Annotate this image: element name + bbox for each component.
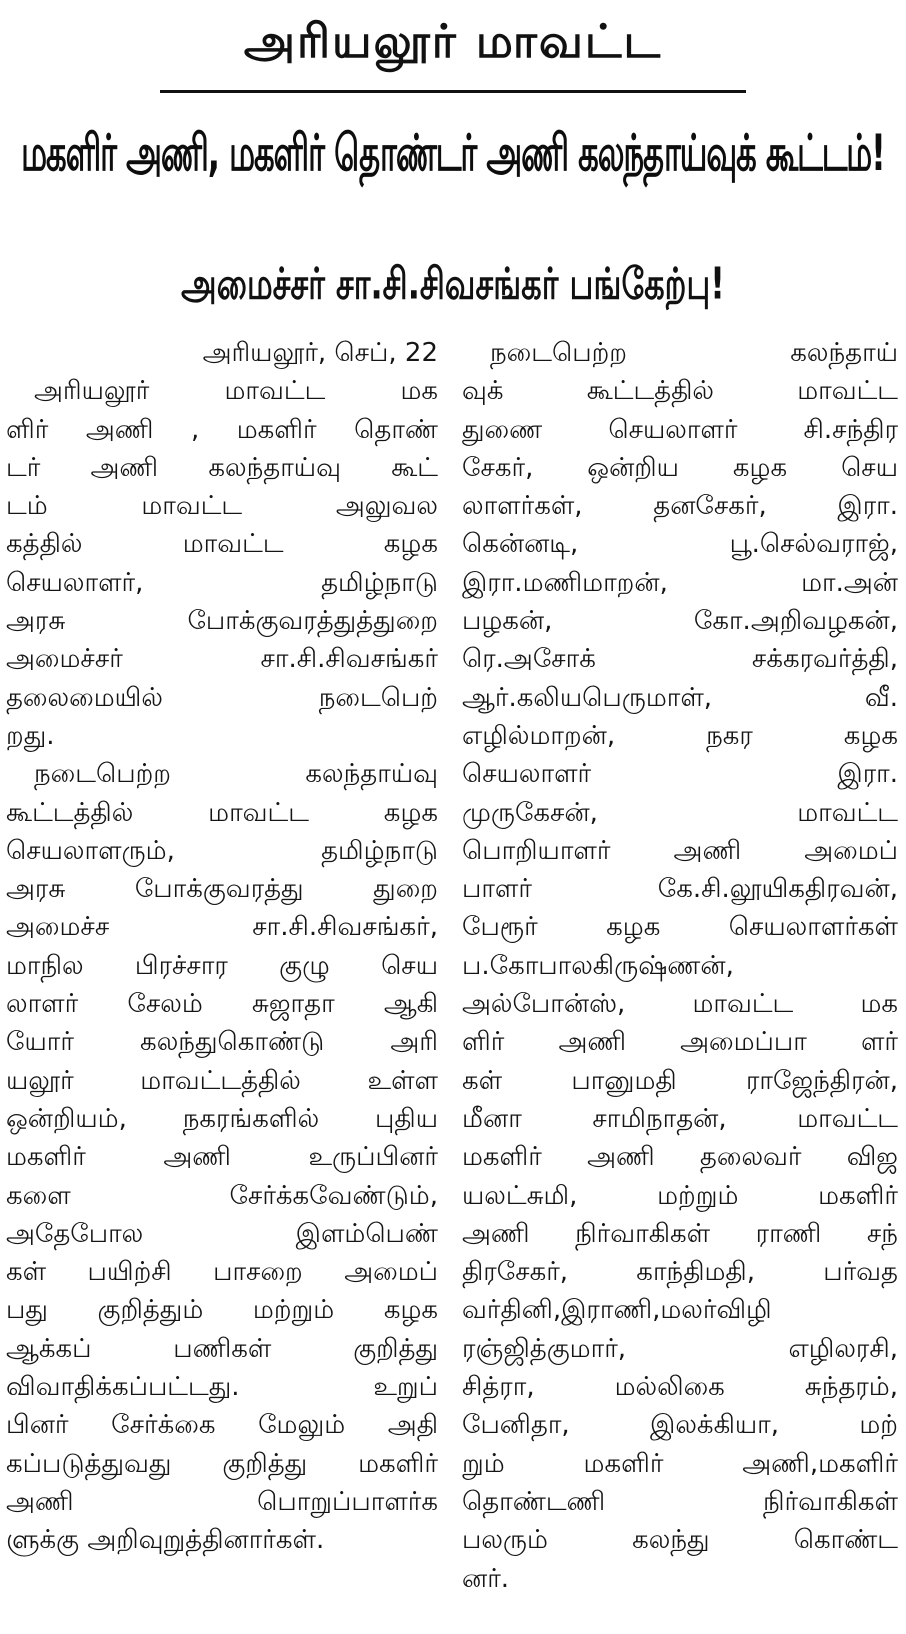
article-line: பாளர் கே.சி.லூயிகதிரவன், — [462, 874, 898, 905]
article-line: ரஞ்ஜித்குமார், எழிலரசி, — [462, 1333, 898, 1364]
section-kicker: அரியலூர் மாவட்ட — [243, 14, 663, 68]
article-line: லாளர்கள், தனசேகர், இரா. — [462, 491, 898, 522]
article-line: மகளிர் அணி தலைவர் விஜ — [462, 1142, 898, 1173]
article-line: கப்படுத்துவது குறித்து மகளிர் — [6, 1448, 438, 1479]
subheadline: அமைச்சர் சா.சி.சிவசங்கர் பங்கேற்பு! — [181, 257, 725, 310]
article-line: தலைமையில் நடைபெற் — [6, 682, 438, 713]
article-line: செயலாளர் இரா. — [462, 759, 898, 790]
article-line: அதேபோல இளம்பெண் — [6, 1218, 438, 1249]
article-column-left — [6, 334, 438, 1626]
article-column-right — [462, 334, 898, 1626]
article-line: கூட்டத்தில் மாவட்ட கழக — [6, 797, 438, 828]
article-line: சித்ரா, மல்லிகை சுந்தரம், — [462, 1372, 898, 1403]
article-line: கள் பயிற்சி பாசறை அமைப் — [6, 1257, 438, 1288]
article-line: களை சேர்க்கவேண்டும், — [6, 1180, 438, 1211]
article-line: எழில்மாறன், நகர கழக — [462, 720, 898, 751]
article-line: ஆக்கப் பணிகள் குறித்து — [6, 1333, 438, 1364]
article-line: பினர் சேர்க்கை மேலும் அதி — [6, 1410, 438, 1441]
article-line: ப.கோபாலகிருஷ்ணன், — [462, 950, 734, 981]
article-line: வுக் கூட்டத்தில் மாவட்ட — [462, 376, 898, 407]
article-line: பொறியாளர் அணி அமைப் — [462, 835, 898, 866]
article-line: இரா.மணிமாறன், மா.அன் — [462, 567, 898, 598]
article-line: துணை செயலாளர் சி.சந்திர — [462, 414, 898, 445]
article-line: ஆர்.கலியபெருமாள், வீ. — [462, 682, 898, 713]
article-line: னர். — [462, 1563, 510, 1594]
article-line: லாளர் சேலம் சுஜாதா ஆகி — [6, 989, 438, 1020]
article-line: யலட்சுமி, மற்றும் மகளிர் — [462, 1180, 898, 1211]
article-line: பழகன், கோ.அறிவழகன், — [462, 606, 898, 637]
article-line: செயலாளரும், தமிழ்நாடு — [6, 835, 438, 866]
article-line: டர் அணி கலந்தாய்வு கூட் — [6, 452, 438, 483]
article-line: ளுக்கு அறிவுறுத்தினார்கள். — [6, 1525, 325, 1556]
article-line: றது. — [6, 720, 55, 751]
article-line: செயலாளர், தமிழ்நாடு — [6, 567, 438, 598]
article-line: நடைபெற்ற கலந்தாய் — [490, 338, 898, 368]
article-line: அரியலூர் மாவட்ட மக — [34, 376, 438, 407]
article-line: ளிர் அணி அமைப்பா ளர் — [462, 1027, 898, 1058]
article-line: விவாதிக்கப்பட்டது. உறுப் — [6, 1372, 438, 1403]
article-line: திரசேகர், காந்திமதி, பர்வத — [462, 1257, 898, 1288]
dateline: அரியலூர், செப், 22 — [202, 338, 438, 368]
article-line: நடைபெற்ற கலந்தாய்வு — [34, 759, 438, 790]
article-line: கத்தில் மாவட்ட கழக — [6, 529, 438, 560]
kicker-underline — [160, 90, 746, 93]
article-line: ளிர் அணி , மகளிர் தொண் — [6, 414, 438, 445]
article-line: அரசு போக்குவரத்துத்துறை — [6, 606, 438, 637]
article-line: ஒன்றியம், நகரங்களில் புதிய — [6, 1103, 438, 1134]
article-line: சேகர், ஒன்றிய கழக செய — [462, 452, 898, 483]
article-line: முருகேசன், மாவட்ட — [462, 797, 898, 828]
article-line: பது குறித்தும் மற்றும் கழக — [6, 1295, 438, 1326]
article-line: மகளிர் அணி உருப்பினர் — [6, 1142, 438, 1173]
article-line: தொண்டணி நிர்வாகிகள் — [462, 1486, 898, 1517]
article-line: டம் மாவட்ட அலுவல — [6, 491, 438, 522]
article-line: அல்போன்ஸ், மாவட்ட மக — [462, 989, 898, 1020]
article-line: றும் மகளிர் அணி,மகளிர் — [462, 1448, 898, 1479]
article-line: அணி நிர்வாகிகள் ராணி சந் — [462, 1218, 898, 1249]
article-line: வர்தினி,இராணி,மலர்விழி — [462, 1295, 772, 1326]
article-line: அணி பொறுப்பாளர்க — [6, 1486, 438, 1517]
article-line: கென்னடி, பூ.செல்வராஜ், — [462, 529, 898, 560]
article-line: யலூர் மாவட்டத்தில் உள்ள — [6, 1065, 438, 1096]
article-line: பலரும் கலந்து கொண்ட — [462, 1525, 898, 1556]
article-line: யோர் கலந்துகொண்டு அரி — [6, 1027, 438, 1058]
article-line: அமைச்ச சா.சி.சிவசங்கர், — [6, 912, 438, 943]
article-line: அமைச்சர் சா.சி.சிவசங்கர் — [6, 644, 438, 675]
headline: மகளிர் அணி, மகளிர் தொண்டர் அணி கலந்தாய்வுக் கூட்டம்! — [21, 123, 885, 183]
article-line: ரெ.அசோக் சக்கரவர்த்தி, — [462, 644, 898, 675]
article-line: மாநில பிரச்சார குழு செய — [6, 950, 438, 981]
article-line: அரசு போக்குவரத்து துறை — [6, 874, 438, 905]
article-line: கள் பானுமதி ராஜேந்திரன், — [462, 1065, 898, 1096]
article-line: பேரூர் கழக செயலாளர்கள் — [462, 912, 898, 943]
article-line: பேனிதா, இலக்கியா, மற் — [462, 1410, 898, 1441]
article-line: மீனா சாமிநாதன், மாவட்ட — [462, 1103, 898, 1134]
